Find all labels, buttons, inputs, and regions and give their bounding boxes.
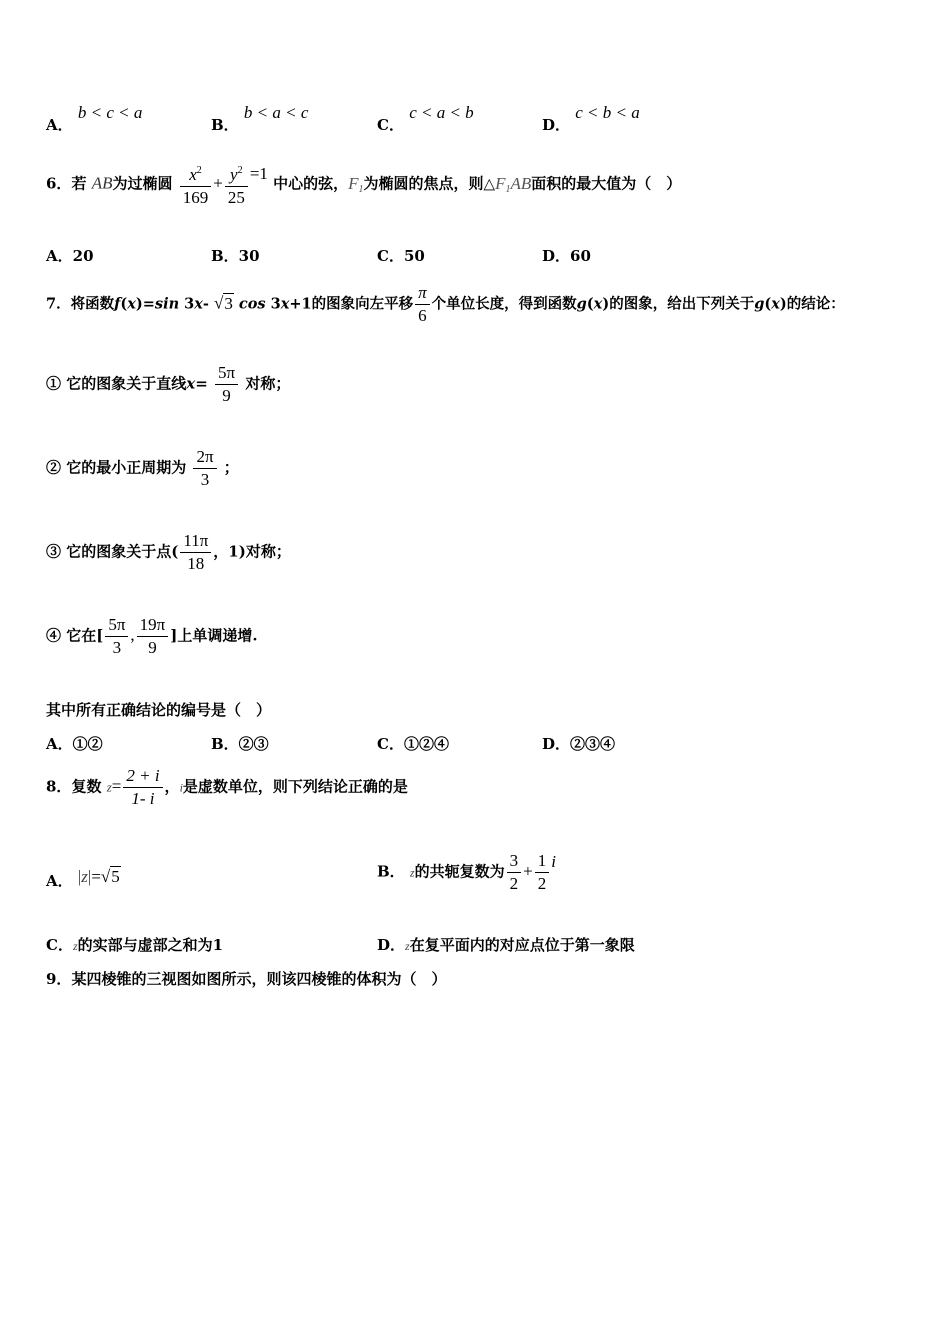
q7-stem: 7．将函数f(x)=sin 3x- √3 cos 3x+1的图象向左平移 $\frac{\pi}{6}$ 个单位长度，得到函数g(x)的图象，给出下列关于g(x)的结论： bbox=[46, 283, 845, 325]
q5-option-c: C． c < a < b bbox=[377, 103, 474, 134]
q8-option-c: C．z的实部与虚部之和为1 bbox=[46, 936, 224, 954]
q6-fraction-x: $\frac{x^2}{169}$ bbox=[180, 160, 212, 209]
q7-shift-fraction: $\frac{\pi}{6}$ bbox=[415, 282, 430, 327]
q6-option-c: C．50 bbox=[377, 247, 425, 265]
q7-option-d: D．②③④ bbox=[542, 735, 616, 753]
q6-fraction-y: $\frac{y^2}{25}$ bbox=[225, 160, 248, 209]
q5-option-b: B． b < a < c bbox=[211, 103, 309, 134]
q7-option-b: B．②③ bbox=[211, 735, 269, 753]
q7-option-c: C．①②④ bbox=[377, 735, 449, 753]
q9-stem: 9．某四棱锥的三视图如图所示，则该四棱锥的体积为（ ） bbox=[46, 970, 447, 988]
q6-option-a: A．20 bbox=[46, 247, 94, 265]
q6-option-d: D．60 bbox=[542, 247, 591, 265]
q7-item-2: ② 它的最小正周期为 $\frac{2\pi}{3}$ ； bbox=[46, 447, 239, 489]
q8-option-d: D．z在复平面内的对应点位于第一象限 bbox=[377, 936, 635, 954]
q5-option-a: A． b < c < a bbox=[46, 103, 143, 134]
q7-item-1: ① 它的图象关于直线x= $\frac{5\pi}{9}$ 对称； bbox=[46, 363, 291, 405]
q8-stem: 8．复数 z= $\frac{2 + i}{1- i}$ ，i是虚数单位，则下列结论正确的是 bbox=[46, 766, 408, 808]
q6-stem: 6．若 AB为过椭圆 $\frac{x^2}{169}$ + $\frac{y^2}{25}$ =1 中心的弦，$F_1$为椭圆的焦点，则$\triangle F_1AB$面积的最大值为（ ） bbox=[46, 160, 681, 209]
q6-option-b: B．30 bbox=[211, 247, 260, 265]
q8-option-a: A． |z|=√5 bbox=[46, 867, 120, 890]
q5-option-d: D． c < b < a bbox=[542, 103, 640, 134]
q7-question: 其中所有正确结论的编号是（ ） bbox=[46, 701, 272, 719]
q7-item-4: ④ 它在[ $\frac{5\pi}{3}$ , $\frac{19\pi}{9}$ ]上单调递增. bbox=[46, 615, 258, 657]
q8-option-b: B． z的共轭复数为 $\frac{3}{2}$ + $\frac{1}{2}$ i bbox=[377, 851, 556, 893]
q7-option-a: A．①② bbox=[46, 735, 103, 753]
q7-item-3: ③ 它的图象关于点( $\frac{11\pi}{18}$ ，1)对称； bbox=[46, 531, 291, 573]
